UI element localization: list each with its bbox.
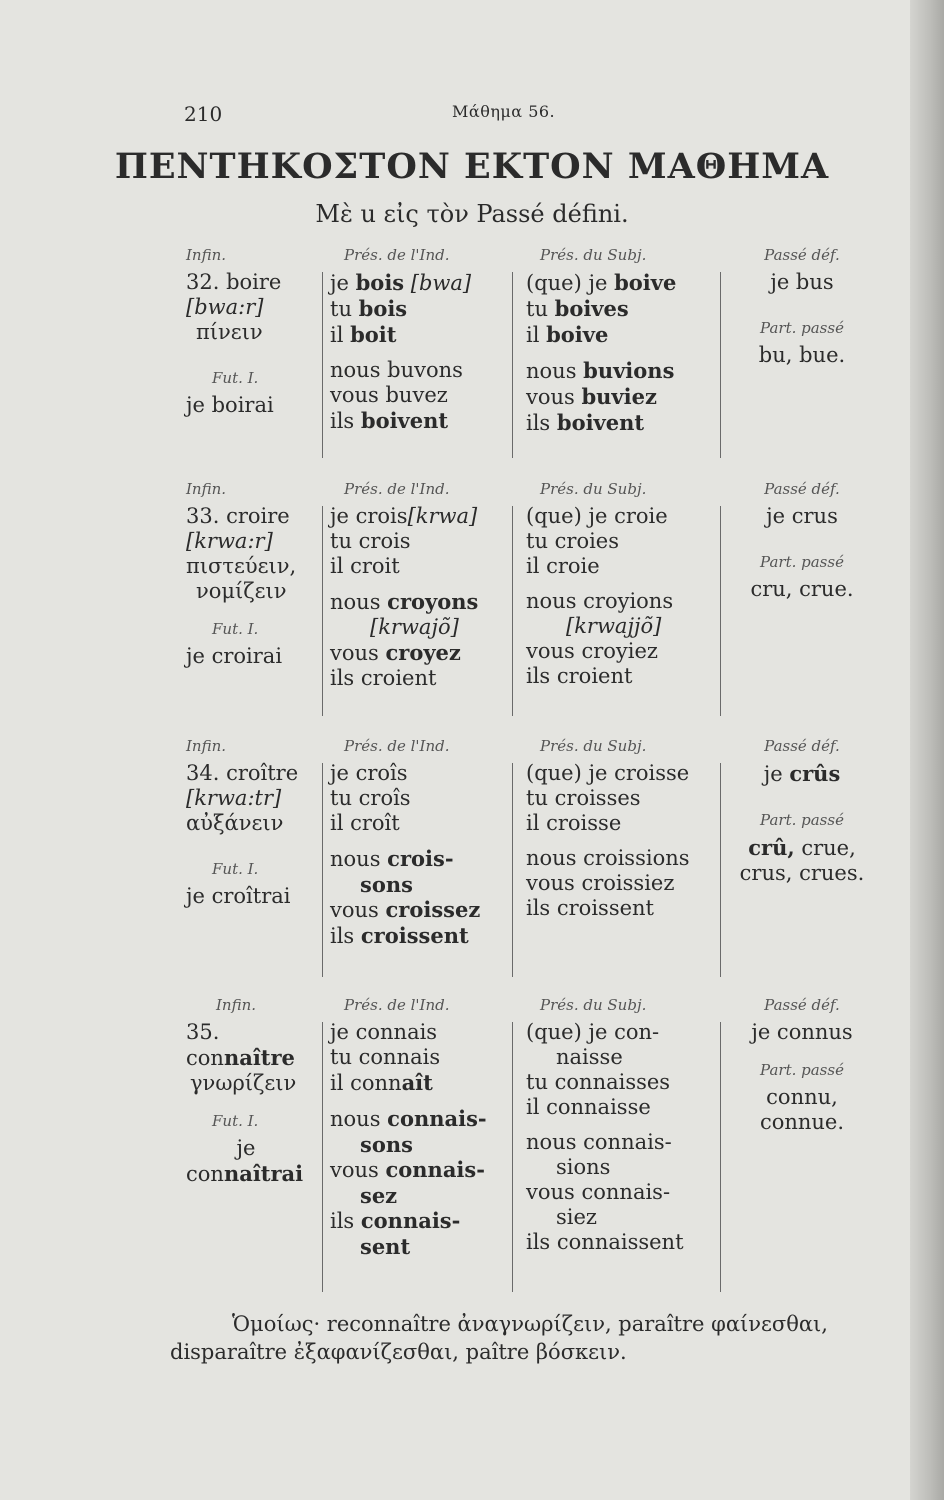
bold-text: bois xyxy=(355,270,405,295)
spacer xyxy=(526,836,722,846)
conjugation-line xyxy=(330,1157,510,1183)
future-form: je xyxy=(236,1136,256,1160)
conjugation-line: il croisse xyxy=(526,811,622,835)
conjugation-line: il connaisse xyxy=(526,1095,651,1119)
conjugation-line: tu connais xyxy=(330,1045,441,1069)
bold-text: croissez xyxy=(385,897,481,922)
conjugation-line: il croit xyxy=(330,554,400,578)
passe-form: je connus xyxy=(751,1020,853,1044)
subjunctive-label: Prés. du Subj. xyxy=(540,737,647,755)
bold-text: connais- xyxy=(387,1106,487,1131)
conjugation-line xyxy=(526,384,722,410)
conjugation-line xyxy=(330,923,510,949)
lesson-subtitle: Μὲ u εἰς τὸν Passé défini. xyxy=(315,200,629,228)
bold-text: connais- xyxy=(385,1157,485,1182)
present-indicative-column xyxy=(330,474,510,691)
infinitive-column xyxy=(186,990,316,1187)
conjugation-line: nous croissions xyxy=(526,846,690,870)
spacer xyxy=(732,787,872,805)
conjugation-line: nous croyions xyxy=(526,589,674,613)
plain-text: nous xyxy=(330,1107,388,1131)
plain-text: tu xyxy=(526,297,555,321)
plain-text: crue, xyxy=(794,836,856,860)
phonetic-text: [bwa] xyxy=(404,271,472,295)
infinitive: 33. croire xyxy=(186,504,290,528)
conjugation-line: siez xyxy=(556,1205,597,1229)
conjugation-line xyxy=(526,322,722,348)
conjugation-line: sions xyxy=(556,1155,611,1179)
spacer xyxy=(732,529,872,547)
plain-text: vous xyxy=(526,385,582,409)
conjugation-line: naisse xyxy=(556,1045,623,1069)
plain-text: ils xyxy=(330,924,361,948)
plain-text: ils xyxy=(526,411,557,435)
subjunctive-label: Prés. du Subj. xyxy=(540,480,647,498)
conjugation-line: ils croient xyxy=(526,664,633,688)
spacer xyxy=(186,836,316,854)
conjugation-line xyxy=(330,296,510,322)
conjugation-line xyxy=(330,408,510,434)
participle: connu, xyxy=(766,1085,838,1109)
conjugation-line: sons xyxy=(360,1132,413,1157)
spacer xyxy=(330,348,510,358)
conjugation-line: ils croient xyxy=(330,666,437,690)
future-label: Fut. I. xyxy=(212,860,259,878)
column-divider xyxy=(720,272,721,458)
bold-text: croyons xyxy=(387,589,479,614)
greek-translation: γνωρίζειν xyxy=(190,1071,297,1095)
passe-form: je bus xyxy=(770,270,834,294)
passe-form xyxy=(732,761,872,787)
bold-text: buviez xyxy=(581,384,657,409)
subjunctive-label: Prés. du Subj. xyxy=(540,996,647,1014)
conjugation-line xyxy=(330,1106,510,1132)
infinitive-column xyxy=(186,731,316,909)
plain-text: il xyxy=(330,323,351,347)
conjugation-line: il croie xyxy=(526,554,600,578)
plain-text: nous xyxy=(330,847,388,871)
conjugation-line xyxy=(330,640,510,666)
conjugation-line xyxy=(526,410,722,436)
conjugation-line xyxy=(330,846,510,872)
present-indicative-column xyxy=(330,731,510,949)
participle: bu, bue. xyxy=(758,343,846,367)
passe-form: je crus xyxy=(766,504,838,528)
greek-translation: πίνειν xyxy=(196,320,263,344)
participle: crus, crues. xyxy=(739,861,865,885)
participle-label: Part. passé xyxy=(760,553,844,571)
present-subjunctive-column xyxy=(526,240,722,436)
bold-text: boivent xyxy=(360,408,449,433)
passe-defini-column xyxy=(732,474,872,602)
column-divider xyxy=(322,763,323,977)
plain-text: vous xyxy=(330,898,386,922)
future-form: je croîtrai xyxy=(186,884,291,908)
future-label: Fut. I. xyxy=(212,620,259,638)
infinitive-label: Infin. xyxy=(186,737,227,755)
footer-note xyxy=(170,1310,828,1366)
spacer xyxy=(330,1096,510,1106)
bold-text: connais- xyxy=(360,1208,461,1233)
column-divider xyxy=(512,272,513,458)
bold-text: boive xyxy=(614,270,677,295)
conjugation-line: ils croissent xyxy=(526,896,654,920)
conjugation-line: sez xyxy=(360,1183,398,1208)
conjugation-line: tu croisses xyxy=(526,786,641,810)
past-label: Passé déf. xyxy=(764,737,840,755)
conjugation-line xyxy=(330,1208,510,1234)
conjugation-line xyxy=(330,897,510,923)
bold-text: crûs xyxy=(789,761,841,786)
participle-label: Part. passé xyxy=(760,319,844,337)
bold-text: boives xyxy=(554,296,629,321)
spacer xyxy=(526,1120,722,1130)
bold-text: boit xyxy=(350,322,397,347)
conjugation-line: sons xyxy=(360,872,413,897)
running-title: Μάθημα 56. xyxy=(452,102,556,121)
column-divider xyxy=(512,763,513,977)
column-divider xyxy=(322,506,323,716)
bold-text: crû, xyxy=(748,835,795,860)
conjugation-line: (que) je con- xyxy=(526,1020,660,1044)
conjugation-line: je connais xyxy=(330,1020,438,1044)
past-label: Passé déf. xyxy=(764,246,840,264)
conjugation-line: il croît xyxy=(330,811,400,835)
plain-text: je xyxy=(330,271,356,295)
present-subjunctive-column xyxy=(526,990,722,1255)
conjugation-line xyxy=(526,296,722,322)
plain-text: tu xyxy=(330,297,359,321)
future-label: Fut. I. xyxy=(212,1112,259,1130)
present-label: Prés. de l'Ind. xyxy=(344,246,450,264)
conjugation-line: nous buvons xyxy=(330,358,463,382)
conjugation-line: je croîs xyxy=(330,761,408,785)
phonetic-line: [krwajõ] xyxy=(370,615,459,639)
conjugation-line: tu croies xyxy=(526,529,620,553)
present-label: Prés. de l'Ind. xyxy=(344,480,450,498)
bold-text: buvions xyxy=(583,358,675,383)
participle-label: Part. passé xyxy=(760,1061,844,1079)
infinitive xyxy=(186,1045,316,1071)
past-label: Passé déf. xyxy=(764,996,840,1014)
spacer xyxy=(732,1045,872,1055)
bold-text: naîtrai xyxy=(223,1161,304,1186)
future-form xyxy=(186,1161,316,1187)
column-divider xyxy=(322,272,323,458)
conjugation-line: vous croissiez xyxy=(526,871,675,895)
phonetic: [krwa:tr] xyxy=(186,786,282,810)
participle xyxy=(732,835,872,861)
infinitive-label: Infin. xyxy=(216,996,257,1014)
lesson-title: ΠΕΝΤΗΚΟΣΤΟΝ ΕΚΤΟΝ ΜΑΘΗΜΑ xyxy=(114,146,830,187)
conjugation-line xyxy=(330,322,510,348)
conjugation-line xyxy=(526,358,722,384)
verb-number: 35. xyxy=(186,1020,220,1044)
spacer xyxy=(186,345,316,363)
conjugation-line xyxy=(330,504,510,529)
phonetic-line: [krwajjõ] xyxy=(566,614,662,638)
bold-text: bois xyxy=(358,296,408,321)
greek-translation: πιστεύειν, xyxy=(186,554,297,578)
bold-text: boive xyxy=(546,322,609,347)
footer-line: disparaître ἐξαφανίζεσθαι, paître βόσκειν. xyxy=(170,1340,627,1364)
conjugation-line xyxy=(526,270,722,296)
infinitive-label: Infin. xyxy=(186,246,227,264)
conjugation-line: tu connaisses xyxy=(526,1070,671,1094)
conjugation-line xyxy=(330,270,510,296)
bold-text: naître xyxy=(223,1045,295,1070)
spacer xyxy=(732,295,872,313)
plain-text: nous xyxy=(526,359,584,383)
bold-text: crois- xyxy=(387,846,454,871)
infinitive: 32. boire xyxy=(186,270,282,294)
column-divider xyxy=(512,1022,513,1292)
future-label: Fut. I. xyxy=(212,369,259,387)
plain-text: je crois xyxy=(330,504,408,528)
conjugation-line xyxy=(330,1070,510,1096)
conjugation-line xyxy=(330,589,510,615)
plain-text: je xyxy=(763,762,790,786)
conjugation-line: tu croîs xyxy=(330,786,411,810)
future-form: je croirai xyxy=(186,644,283,668)
passe-defini-column xyxy=(732,240,872,368)
greek-translation: αὐξάνειν xyxy=(186,811,284,835)
plain-text: vous xyxy=(330,641,386,665)
spacer xyxy=(526,348,722,358)
conjugation-line: tu crois xyxy=(330,529,411,553)
plain-text: con xyxy=(186,1162,224,1186)
column-divider xyxy=(720,1022,721,1292)
conjugation-line: vous croyiez xyxy=(526,639,658,663)
spacer xyxy=(186,1096,316,1106)
footer-line: Ὁμοίως· reconnaître ἀναγνωρίζειν, paraître φαίνεσθαι, xyxy=(232,1312,828,1336)
participle: connue. xyxy=(759,1110,845,1134)
plain-text: nous xyxy=(330,590,388,614)
passe-defini-column xyxy=(732,731,872,886)
infinitive-label: Infin. xyxy=(186,480,227,498)
conjugation-line: vous buvez xyxy=(330,383,448,407)
present-indicative-column xyxy=(330,990,510,1259)
participle-label: Part. passé xyxy=(760,811,844,829)
infinitive-column xyxy=(186,240,316,418)
bold-text: croyez xyxy=(385,640,461,665)
spacer xyxy=(526,579,722,589)
conjugation-line: (que) je croisse xyxy=(526,761,690,785)
plain-text: (que) je xyxy=(526,271,615,295)
conjugation-line: vous connais- xyxy=(526,1180,671,1204)
passe-defini-column xyxy=(732,990,872,1135)
bold-text: boivent xyxy=(556,410,645,435)
present-label: Prés. de l'Ind. xyxy=(344,996,450,1014)
plain-text: vous xyxy=(330,1158,386,1182)
plain-text: il conn xyxy=(330,1071,402,1095)
plain-text: ils xyxy=(330,409,361,433)
column-divider xyxy=(322,1022,323,1292)
column-divider xyxy=(720,506,721,716)
phonetic-text: [krwa] xyxy=(407,504,478,528)
spacer xyxy=(330,579,510,589)
plain-text: ils xyxy=(330,1209,361,1233)
present-label: Prés. de l'Ind. xyxy=(344,737,450,755)
plain-text: il xyxy=(526,323,547,347)
conjugation-line: nous connais- xyxy=(526,1130,672,1154)
phonetic: [bwa:r] xyxy=(186,295,264,319)
greek-translation: νομίζειν xyxy=(196,579,287,603)
present-subjunctive-column xyxy=(526,731,722,921)
spacer xyxy=(330,836,510,846)
past-label: Passé déf. xyxy=(764,480,840,498)
participle: cru, crue. xyxy=(750,577,854,601)
bold-text: aît xyxy=(401,1070,433,1095)
column-divider xyxy=(720,763,721,977)
column-divider xyxy=(512,506,513,716)
present-indicative-column xyxy=(330,240,510,434)
plain-text: con xyxy=(186,1046,224,1070)
infinitive: 34. croître xyxy=(186,761,299,785)
conjugation-line: (que) je croie xyxy=(526,504,668,528)
present-subjunctive-column xyxy=(526,474,722,689)
future-form: je boirai xyxy=(186,393,274,417)
subjunctive-label: Prés. du Subj. xyxy=(540,246,647,264)
spacer xyxy=(186,604,316,614)
page-number: 210 xyxy=(184,102,223,126)
bold-text: croissent xyxy=(360,923,469,948)
phonetic: [krwa:r] xyxy=(186,529,273,553)
conjugation-line: ils connaissent xyxy=(526,1230,684,1254)
infinitive-column xyxy=(186,474,316,669)
conjugation-line: sent xyxy=(360,1234,411,1259)
